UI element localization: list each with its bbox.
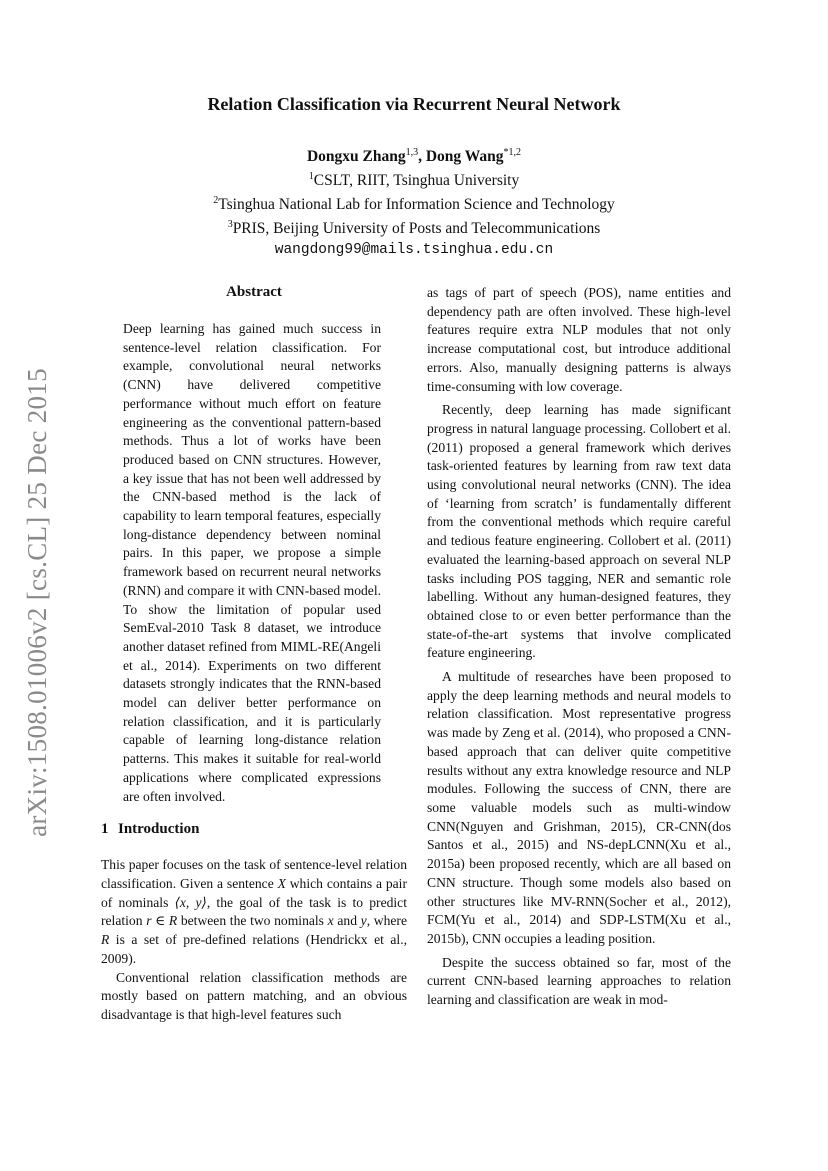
affiliation-1-mark: 1 <box>308 171 314 183</box>
text-run: and <box>333 913 361 929</box>
intro-paragraph-2: Conventional relation classification methods are mostly based on pattern matching, and an obvious disadvantage is that high-level features such <box>101 969 407 1022</box>
abstract-heading: Abstract <box>226 284 282 300</box>
text-run: between the two nominals <box>177 913 328 929</box>
text-run: , the goal of the task is to predict relation <box>101 894 407 929</box>
math-pair: ⟨x, y⟩ <box>174 894 207 910</box>
math-var: x <box>327 913 334 929</box>
affiliation-2 <box>0 191 828 215</box>
intro-paragraph-1 <box>101 856 407 968</box>
affiliation-3-text: PRIS, Beijing University of Posts and Telecommunications <box>232 220 601 238</box>
arxiv-identifier: arXiv:1508.01006v2 [cs.CL] 25 Dec 2015 <box>21 367 52 837</box>
author-names <box>0 143 828 167</box>
right-column <box>427 284 731 1010</box>
arxiv-stamp <box>17 352 57 852</box>
math-var: X <box>277 875 286 891</box>
author-2-affil: *1,2 <box>503 147 522 158</box>
affiliation-2-text: Tsinghua National Lab for Information Science and Technology <box>218 196 615 214</box>
text-run: , where <box>366 913 407 929</box>
affiliation-1-text: CSLT, RIIT, Tsinghua University <box>313 172 520 190</box>
affiliation-3-mark: 3 <box>227 219 233 231</box>
author-2: Dong Wang <box>425 148 504 166</box>
section-number: 1 <box>101 821 109 838</box>
text-run: which contains a pair of nominals <box>101 875 407 910</box>
paper-title: Relation Classification via Recurrent Neural Network <box>207 94 621 114</box>
author-1-affil: 1,3 <box>405 147 419 158</box>
intro-paragraph-4: A multitude of researches have been proposed to apply the deep learning methods and neural models to relation classification. Most representative progress was made by Zeng et al. (2014), who proposed a CNN-based approach that can deliver quite competitive results without any extra knowledge resource and NLP modules. Following the success of CNN, there are some valuable models such as multi-window CNN(Nguyen and Grishman, 2015), CR-CNN(dos Santos et al., 2015) and NS-depLCNN(Xu et al., 2015a) been proposed recently, which are all based on CNN structure. Though some models also based on other structures like MV-RNN(Socher et al., 2012), FCM(Yu et al., 2014) and SDP-LSTM(Xu et al., 2015b), CNN occupies a leading position. <box>427 669 731 946</box>
text-run: is a set of pre-defined relations (Hendrickx et al., 2009). <box>101 932 407 966</box>
intro-paragraph-3: Recently, deep learning has made significant progress in natural language processing. Collobert et al. (2011) proposed a general framework which derives task-oriented features by learning from raw text data using convolutional neural networks (CNN). The idea of ‘learning from scratch’ is fundamentally different from the conventional methods which require careful and tedious feature engineering. Collobert et al. (2011) evaluated the learning-based approach on several NLP tasks including POS tagging, NER and semantic role labelling. Without any human-designed features, they obtained close to or even better performance than the state-of-the-art systems that involve complicated feature engineering. <box>427 402 731 661</box>
math-membership: r ∈ R <box>146 913 178 929</box>
affiliation-1 <box>0 167 828 191</box>
intro-paragraph-5: Despite the success obtained so far, most of the current CNN-based learning approaches to relation learning and classification are weak in mod- <box>427 954 731 1008</box>
affiliation-2-mark: 2 <box>213 195 219 207</box>
math-var: y <box>360 913 367 929</box>
left-column <box>101 284 407 1025</box>
text-run: This paper focuses on the task of sentence-level relation classification. Given a sentence <box>101 857 407 891</box>
affiliation-3 <box>0 215 828 239</box>
intro-paragraph-2-continued: as tags of part of speech (POS), name entities and dependency path are often involved. These high-level features require extra NLP modules that not only increase computational cost, but introduce additional errors. Also, manually designing patterns is always time-consuming with low coverage. <box>427 285 731 394</box>
author-sep: , <box>418 148 426 166</box>
math-var: R <box>101 932 110 948</box>
author-email: wangdong99@mails.tsinghua.edu.cn <box>274 241 554 258</box>
section-heading-introduction <box>101 821 407 856</box>
abstract-text: Deep learning has gained much success in sentence-level relation classification. For example, convolutional neural networks (CNN) have delivered competitive performance without much effort on feature engineering as the conventional pattern-based methods. Thus a lot of works have been produced based on CNN structures. However, a key issue that has not been well addressed by the CNN-based method is the lack of capability to learn temporal features, especially long-distance dependency between nominal pairs. In this paper, we propose a simple framework based on recurrent neural networks (RNN) and compare it with CNN-based model. To show the limitation of popular used SemEval-2010 Task 8 dataset, we introduce another dataset refined from MIML-RE(Angeli et al., 2014). Experiments on two different datasets strongly indicates that the RNN-based model can deliver better performance on relation classification, and it is particularly capable of learning long-distance relation patterns. This makes it suitable for real-world applications where complicated expressions are often involved. <box>123 321 381 804</box>
author-1: Dongxu Zhang <box>306 148 406 166</box>
section-title: Introduction <box>118 821 200 838</box>
author-block <box>0 143 828 260</box>
